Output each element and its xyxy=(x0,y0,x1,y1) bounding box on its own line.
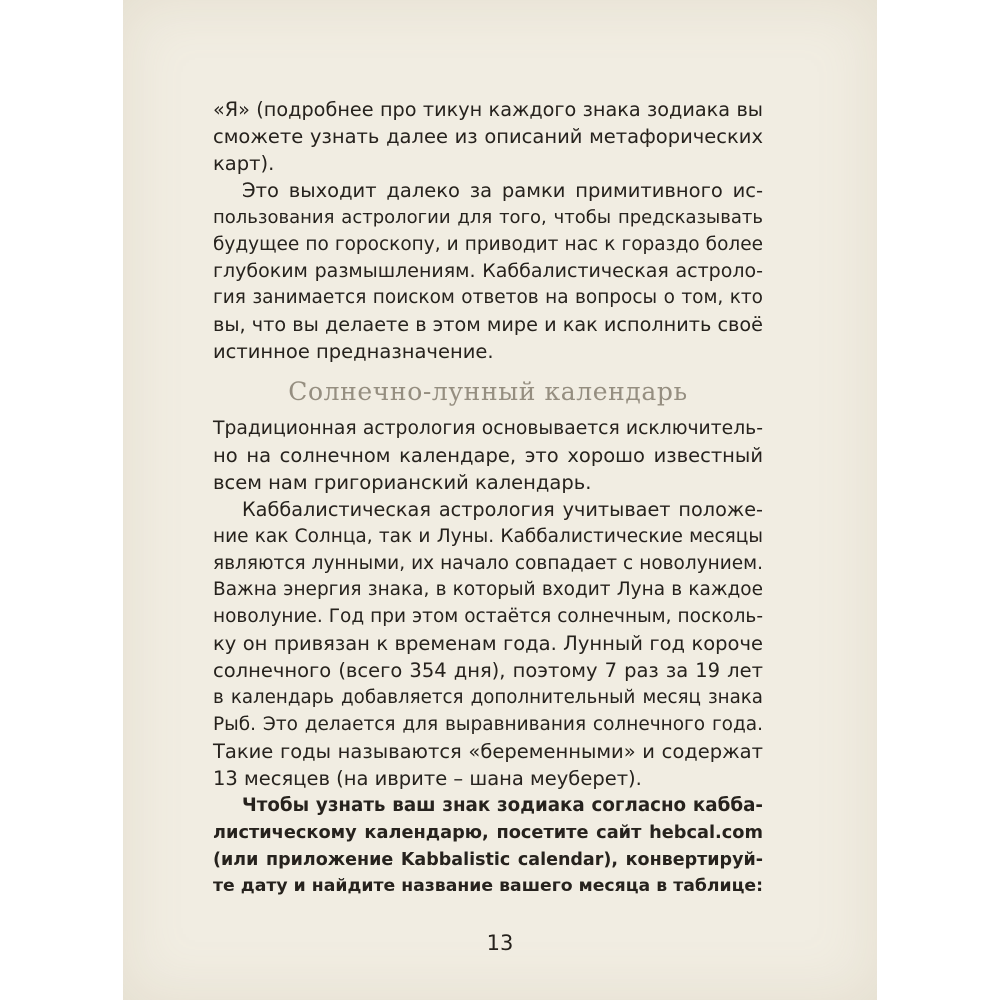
calendar-text-block xyxy=(213,416,763,900)
text-line: Каббалистическая астрология учитывает положе- xyxy=(242,497,763,521)
text-line: листическому календарю, посетите сайт hebcal.com xyxy=(213,822,763,843)
text-line: Это выходит далеко за рамки примитивного ис- xyxy=(242,178,763,202)
text-line: Рыб. Это делается для выравнивания солнечного года. xyxy=(213,713,763,735)
text-line: (или приложение Kabbalistic calendar), конвертируй- xyxy=(213,849,763,870)
text-line: являются лунными, их начало совпадает с новолунием. xyxy=(213,552,763,574)
section-heading: Солнечно-лунный календарь xyxy=(288,377,688,406)
text-line: те дату и найдите название вашего месяца в таблице: xyxy=(213,876,763,897)
text-line: Чтобы узнать ваш знак зодиака согласно кабба- xyxy=(242,794,763,816)
text-line: Такие годы называются «беременными» и содержат xyxy=(213,739,763,763)
text-line: пользования астрологии для того, чтобы предсказывать xyxy=(213,206,763,228)
text-line: будущее по гороскопу, и приводит нас к гораздо более xyxy=(213,233,763,255)
text-line: 13 месяцев (на иврите – шана меуберет). xyxy=(213,766,642,790)
text-line: ку он привязан к временам года. Лунный год короче xyxy=(213,632,763,656)
text-line: гия занимается поиском ответов на вопросы о том, кто xyxy=(213,287,763,309)
text-line: глубоким размышлениям. Каббалистическая астроло- xyxy=(213,260,763,283)
text-line: новолуние. Год при этом остаётся солнечным, посколь- xyxy=(213,606,763,628)
text-line: вы, что вы делаете в этом мире и как исполнить своё xyxy=(213,313,763,337)
text-line: истинное предназначение. xyxy=(213,340,494,364)
text-line: Традиционная астрология основывается исключитель- xyxy=(213,418,763,439)
text-line: в календарь добавляется дополнительный месяц знака xyxy=(213,687,763,709)
text-line: «Я» (подробнее про тикун каждого знака зодиака вы xyxy=(213,98,763,121)
page-number: 13 xyxy=(486,931,514,955)
text-line: Важна энергия знака, в который входит Луна в каждое xyxy=(213,579,763,601)
text-line: ние как Солнца, так и Луны. Каббалистические месяцы xyxy=(213,525,763,547)
text-line: карт). xyxy=(213,151,275,175)
text-line: солнечного (всего 354 дня), поэтому 7 раз за 19 лет xyxy=(213,659,763,683)
intro-text-block xyxy=(213,97,763,366)
text-line: всем нам григорианский календарь. xyxy=(213,470,592,494)
text-line: сможете узнать далее из описаний метафорических xyxy=(213,124,763,148)
text-line: но на солнечном календаре, это хорошо известный xyxy=(213,443,763,467)
